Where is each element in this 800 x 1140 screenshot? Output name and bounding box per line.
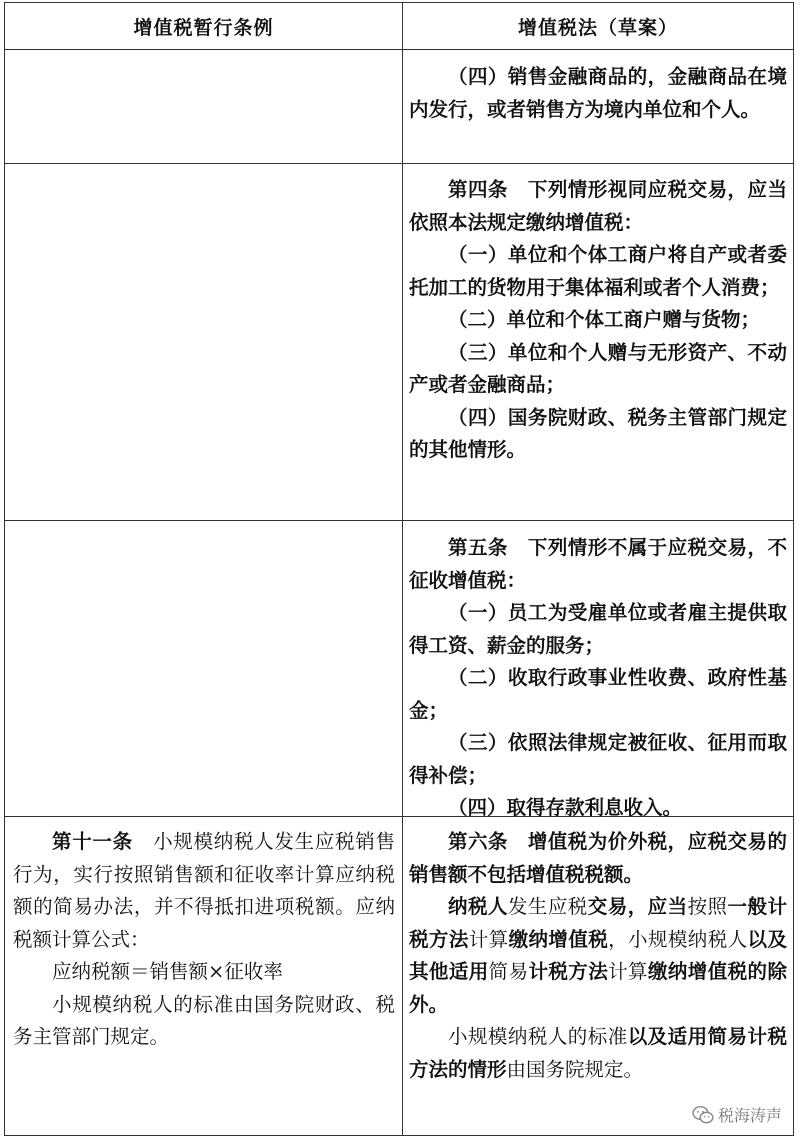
clause-text: （一）员工为受雇单位或者雇主提供取得工资、薪金的服务；	[409, 601, 787, 657]
watermark	[692, 1103, 782, 1126]
text-run: 以及其他适用	[409, 927, 787, 983]
row4-left-cell	[13, 826, 395, 1054]
text-run: 计算	[608, 960, 648, 983]
row-divider	[5, 163, 793, 164]
text-run: 由国务院规定。	[506, 1057, 644, 1081]
text-run: 缴纳增值税	[508, 927, 609, 951]
formula-text: 应纳税额＝销售额×征收率	[52, 960, 283, 983]
text-run: 以及适用简易计税方法的情形	[409, 1025, 787, 1081]
clause-text: （一）单位和个体工商户将自产或者委托加工的货物用于集体福利或者个人消费；	[409, 243, 787, 299]
row4-right-cell	[409, 826, 787, 1086]
wechat-icon	[692, 1105, 714, 1125]
text-run: 按照	[687, 895, 728, 918]
row2-right-cell	[409, 174, 787, 467]
text-run: 纳税人	[448, 895, 508, 918]
article-5-text: 第五条 下列情形不属于应税交易，不征收增值税：	[409, 536, 787, 592]
standard-paragraph	[409, 1021, 787, 1086]
row3-right-cell	[409, 532, 787, 825]
text-run: 简易	[488, 960, 529, 983]
standard-text: 小规模纳税人的标准由国务院财政、税务主管部门规定。	[13, 992, 395, 1048]
taxpayer-paragraph	[409, 891, 787, 1021]
header-right: 增值税法（草案）	[517, 16, 678, 39]
text-run: 缴纳增值税的除外。	[409, 960, 787, 1016]
comparison-table	[4, 2, 794, 1136]
text-run: 交易，应当	[587, 895, 688, 918]
row-divider	[5, 520, 793, 521]
clause-text: （二）单位和个体工商户赠与货物；	[448, 308, 761, 331]
text-run: 计算	[468, 927, 509, 951]
clause-text: （二）收取行政事业性收费、政府性基金；	[409, 666, 787, 722]
row-divider	[5, 49, 793, 50]
article-11-text	[13, 826, 395, 956]
article-body: 小规模纳税人发生应税销售行为，实行按照销售额和征收率计算应纳税额的简易办法，并不得抵扣进项税额。应纳税额计算公式：	[13, 830, 395, 951]
clause-text: （三）依照法律规定被征收、征用而取得补偿；	[409, 731, 787, 787]
header-left: 增值税暂行条例	[133, 16, 274, 39]
text-run: 计税方法	[528, 960, 609, 983]
text-run: ，小规模纳税人	[608, 927, 748, 951]
text-run: 小规模纳税人的标准	[448, 1025, 628, 1048]
text-run: 一般计税方法	[409, 895, 787, 951]
column-divider	[402, 3, 403, 1135]
article-6-text: 第六条 增值税为价外税，应税交易的销售额不包括增值税税额。	[409, 830, 787, 886]
article-label: 第十一条	[52, 830, 133, 853]
clause-text: （四）国务院财政、税务主管部门规定的其他情形。	[409, 405, 787, 461]
row1-right-cell	[409, 61, 787, 126]
watermark-text: 税海涛声	[717, 1106, 782, 1125]
clause-text: （四）销售金融商品的，金融商品在境内发行，或者销售方为境内单位和个人。	[409, 65, 787, 121]
article-4-text: 第四条 下列情形视同应税交易，应当依照本法规定缴纳增值税：	[409, 178, 787, 234]
clause-text: （三）单位和个人赠与无形资产、不动产或者金融商品；	[409, 340, 787, 396]
clause-text: （四）取得存款利息收入。	[448, 796, 683, 819]
text-run: 发生应税	[507, 895, 588, 918]
